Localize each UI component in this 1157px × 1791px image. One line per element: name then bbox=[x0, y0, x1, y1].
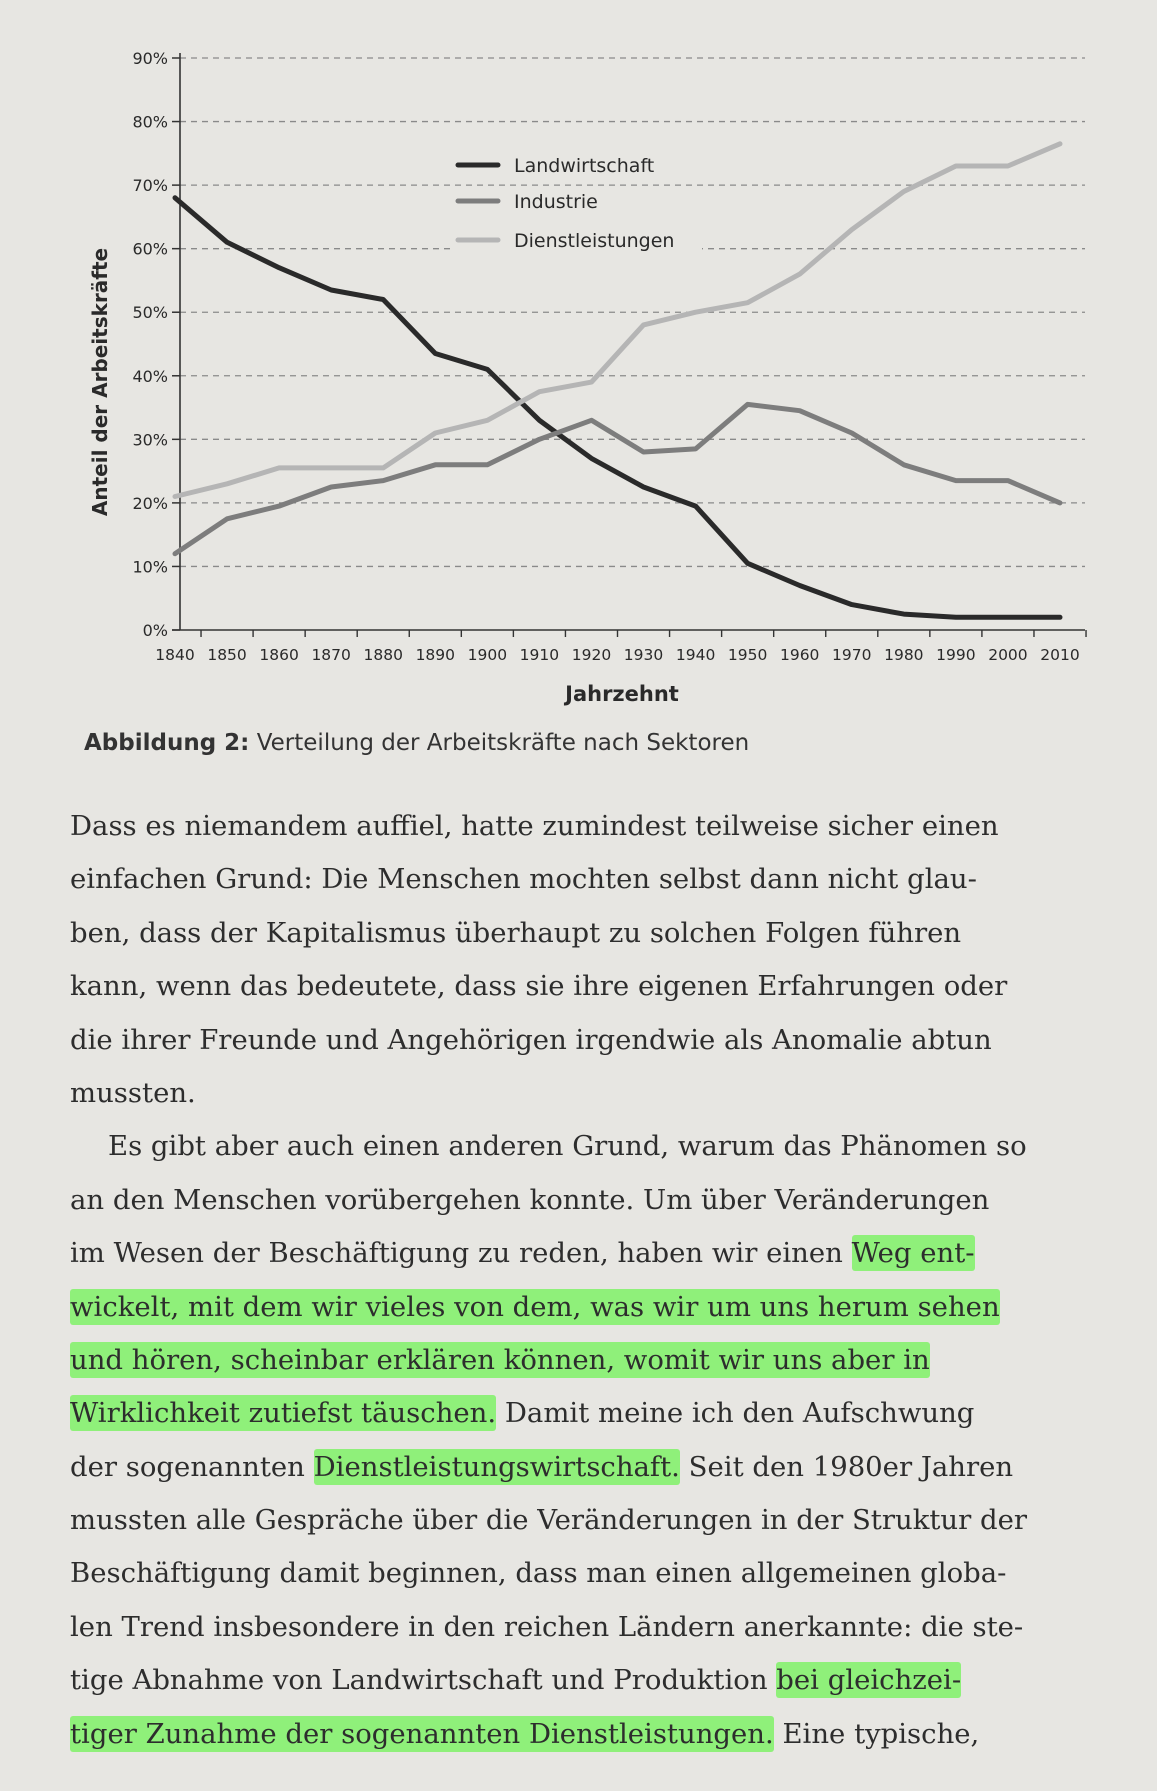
y-tick-label: 90% bbox=[132, 49, 168, 68]
text-segment: einfachen Grund: Die Menschen mochten selbst dann nicht glau- bbox=[70, 863, 977, 896]
x-tick-label: 1980 bbox=[884, 646, 924, 664]
x-tick-label: 1930 bbox=[623, 646, 664, 664]
highlighted-text: Weg ent- bbox=[851, 1237, 975, 1270]
text-segment: ben, dass der Kapitalismus überhaupt zu solchen Folgen führen bbox=[70, 916, 962, 949]
x-axis-label: Jahrzehnt bbox=[565, 682, 679, 706]
y-tick-label: 10% bbox=[132, 557, 168, 577]
x-tick-label: 1920 bbox=[571, 646, 612, 664]
text-segment: im Wesen der Beschäftigung zu reden, haben wir einen bbox=[70, 1237, 852, 1270]
x-tick-label: 1910 bbox=[519, 646, 560, 664]
text-line bbox=[70, 1441, 1110, 1494]
text-line bbox=[70, 1654, 1110, 1707]
text-line bbox=[70, 1708, 1110, 1761]
highlighted-text: bei gleichzei- bbox=[776, 1664, 962, 1697]
x-tick-label: 1950 bbox=[727, 646, 768, 664]
y-tick-label: 40% bbox=[132, 366, 168, 386]
legend-label: Industrie bbox=[514, 191, 598, 213]
text-line bbox=[70, 1387, 1110, 1440]
text-line bbox=[70, 1601, 1110, 1654]
x-tick-label: 1890 bbox=[415, 646, 456, 664]
text-line bbox=[70, 1120, 1110, 1173]
x-tick-label: 1990 bbox=[936, 646, 976, 664]
text-segment: an den Menschen vorübergehen konnte. Um über Veränderungen bbox=[70, 1183, 990, 1216]
text-line bbox=[70, 1067, 1110, 1120]
text-line bbox=[70, 1334, 1110, 1387]
text-line bbox=[70, 907, 1110, 960]
y-tick-label: 80% bbox=[132, 112, 168, 132]
caption-label: Abbildung 2: bbox=[84, 730, 250, 756]
text-segment: Damit meine ich den Aufschwung bbox=[496, 1397, 975, 1430]
text-segment: len Trend insbesondere in den reichen Ländern anerkannte: die ste- bbox=[70, 1610, 1024, 1643]
x-tick-label: 1960 bbox=[779, 646, 820, 664]
y-axis-label: Anteil der Arbeitskräfte bbox=[88, 247, 112, 517]
legend-label: Dienstleistungen bbox=[514, 230, 675, 252]
highlighted-text: wickelt, mit dem wir vieles von dem, was wir um uns herum sehen bbox=[70, 1290, 1000, 1323]
text-segment: der sogenannten bbox=[70, 1450, 314, 1483]
y-tick-label: 30% bbox=[132, 430, 168, 450]
x-tick-label: 1970 bbox=[832, 646, 872, 664]
x-tick-label: 2010 bbox=[1040, 646, 1080, 664]
text-line bbox=[70, 1174, 1110, 1227]
x-tick-label: 2000 bbox=[988, 646, 1028, 664]
y-tick-label: 70% bbox=[132, 176, 168, 196]
highlighted-text: Wirklichkeit zutiefst täuschen. bbox=[70, 1397, 497, 1430]
highlighted-text: tiger Zunahme der sogenannten Dienstleistungen. bbox=[70, 1717, 774, 1750]
x-tick-label: 1940 bbox=[675, 646, 716, 664]
highlighted-text: und hören, scheinbar erklären können, womit wir uns aber in bbox=[70, 1343, 930, 1376]
text-segment: mussten alle Gespräche über die Veränderungen in der Struktur der bbox=[70, 1504, 1028, 1537]
text-segment: die ihrer Freunde und Angehörigen irgendwie als Anomalie abtun bbox=[70, 1023, 992, 1056]
x-tick-label: 1850 bbox=[207, 646, 247, 664]
x-tick-label: 1870 bbox=[311, 646, 351, 664]
series-line-landwirtschaft bbox=[175, 198, 1060, 618]
legend-label: Landwirtschaft bbox=[514, 155, 655, 177]
text-segment: Eine typische, bbox=[773, 1717, 980, 1750]
highlighted-text: Dienstleistungswirtschaft. bbox=[313, 1450, 680, 1483]
text-line bbox=[70, 1227, 1110, 1280]
y-tick-label: 20% bbox=[132, 493, 168, 513]
text-segment: Beschäftigung damit beginnen, dass man einen allgemeinen globa- bbox=[70, 1557, 1007, 1590]
text-line bbox=[70, 960, 1110, 1013]
y-tick-label: 50% bbox=[132, 303, 168, 323]
text-line bbox=[70, 853, 1110, 906]
text-line bbox=[70, 1547, 1110, 1600]
text-segment: Seit den 1980er Jahren bbox=[679, 1450, 1014, 1483]
x-tick-label: 1860 bbox=[259, 646, 299, 664]
text-line bbox=[70, 1281, 1110, 1334]
y-tick-label: 60% bbox=[132, 239, 168, 259]
caption-text: Verteilung der Arbeitskräfte nach Sektoren bbox=[256, 730, 750, 756]
y-tick-label: 0% bbox=[142, 621, 168, 640]
text-line bbox=[70, 800, 1110, 853]
text-line bbox=[70, 1014, 1110, 1067]
body-text bbox=[70, 800, 1110, 1761]
text-line bbox=[70, 1494, 1110, 1547]
x-tick-label: 1840 bbox=[155, 646, 195, 664]
text-segment: kann, wenn das bedeutete, dass sie ihre eigenen Erfahrungen oder bbox=[70, 970, 1008, 1003]
series-line-industrie bbox=[175, 404, 1060, 553]
line-chart bbox=[0, 0, 1157, 720]
text-segment: Es gibt aber auch einen anderen Grund, warum das Phänomen so bbox=[108, 1130, 1027, 1163]
text-segment: tige Abnahme von Landwirtschaft und Produktion bbox=[70, 1664, 777, 1697]
text-segment: mussten. bbox=[70, 1076, 196, 1109]
text-segment: Dass es niemandem auffiel, hatte zumindest teilweise sicher einen bbox=[70, 810, 999, 842]
x-tick-label: 1900 bbox=[467, 646, 508, 664]
x-tick-label: 1880 bbox=[363, 646, 403, 664]
figure-caption bbox=[84, 730, 749, 756]
